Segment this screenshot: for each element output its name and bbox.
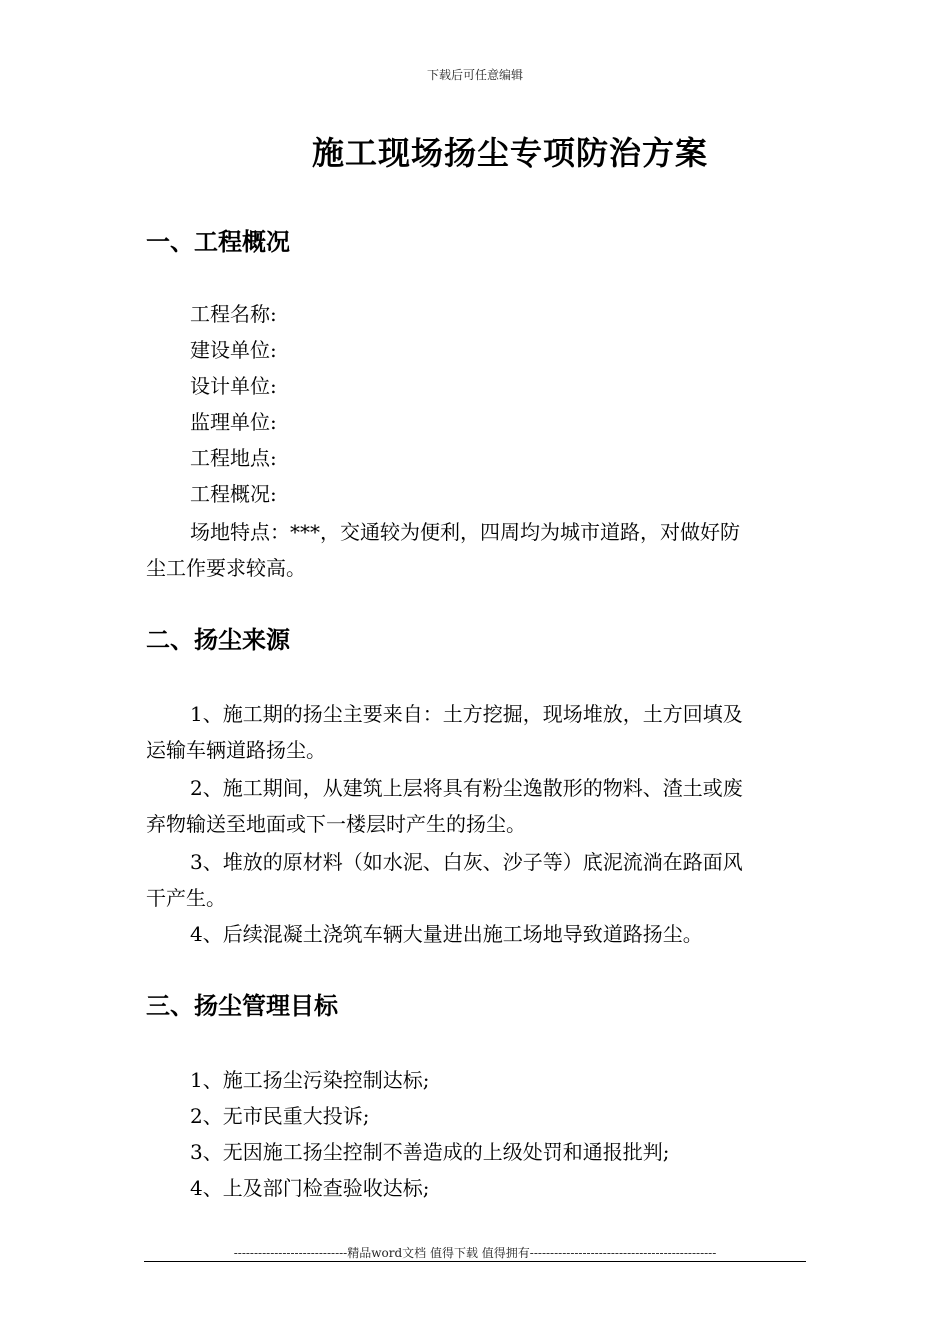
section-heading-overview: 一、工程概况 <box>146 228 290 256</box>
paragraph-line: 场地特点：***，交通较为便利，四周均为城市道路，对做好防 <box>190 520 740 544</box>
paragraph-line: 监理单位: <box>190 410 277 434</box>
header-note: 下载后可任意编辑 <box>426 68 523 82</box>
paragraph-line: 1、施工期的扬尘主要来自：土方挖掘，现场堆放，土方回填及 <box>190 702 743 726</box>
footer-divider <box>144 1261 806 1262</box>
list-item: 3、无因施工扬尘控制不善造成的上级处罚和通报批判; <box>190 1140 670 1164</box>
paragraph-line: 设计单位: <box>190 374 277 398</box>
paragraph-line: 工程地点: <box>190 446 277 470</box>
list-item: 2、无市民重大投诉; <box>190 1104 370 1128</box>
paragraph-line: 3、堆放的原材料（如水泥、白灰、沙子等）底泥流淌在路面风 <box>190 850 743 874</box>
list-item: 1、施工扬尘污染控制达标; <box>190 1068 430 1092</box>
paragraph-line: 工程名称: <box>190 302 277 326</box>
document-title: 施工现场扬尘专项防治方案 <box>311 134 708 172</box>
list-item: 4、上及部门检查验收达标; <box>190 1176 430 1200</box>
section-heading-dust-sources: 二、扬尘来源 <box>146 626 290 654</box>
paragraph-line: 2、施工期间，从建筑上层将具有粉尘逸散形的物料、渣土或废 <box>190 776 743 800</box>
footer-note: ----------------------------精品word文档 值得下载 值得拥有---------------------------------------------- <box>233 1246 717 1260</box>
paragraph-line: 运输车辆道路扬尘。 <box>146 738 326 762</box>
section-heading-management-goals: 三、扬尘管理目标 <box>146 992 338 1020</box>
paragraph-line: 干产生。 <box>146 886 226 910</box>
paragraph-line: 建设单位: <box>190 338 277 362</box>
paragraph-line: 工程概况: <box>190 482 277 506</box>
paragraph-line: 4、后续混凝土浇筑车辆大量进出施工场地导致道路扬尘。 <box>190 922 703 946</box>
paragraph-line: 尘工作要求较高。 <box>146 556 306 580</box>
paragraph-line: 弃物输送至地面或下一楼层时产生的扬尘。 <box>146 812 526 836</box>
